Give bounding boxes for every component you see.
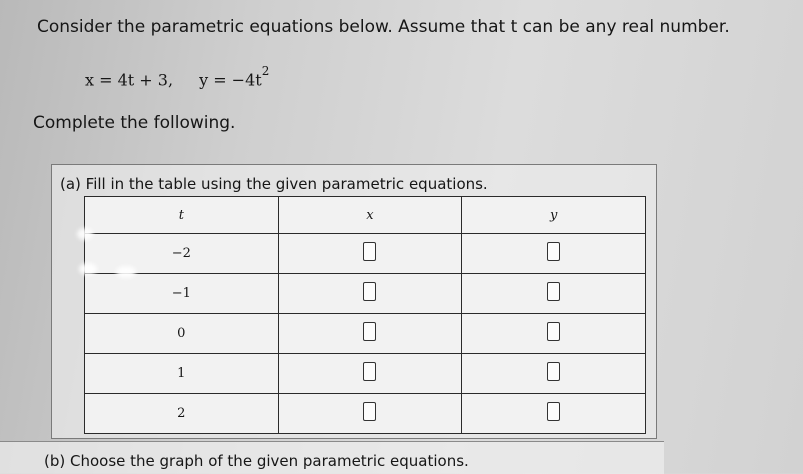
y-answer-input[interactable] <box>547 282 560 301</box>
y-cell <box>462 274 646 314</box>
header-y: y <box>462 197 646 234</box>
x-answer-input[interactable] <box>363 242 376 261</box>
y-answer-input[interactable] <box>547 242 560 261</box>
table-header-row <box>85 197 646 234</box>
x-answer-input[interactable] <box>363 282 376 301</box>
x-equation: x = 4t + 3, <box>85 70 174 90</box>
table-row <box>85 354 646 394</box>
table-row <box>85 274 646 314</box>
parametric-table <box>84 196 646 434</box>
x-cell <box>278 314 462 354</box>
x-cell <box>278 394 462 434</box>
t-value: 0 <box>85 314 279 354</box>
x-cell <box>278 234 462 274</box>
problem-prompt: Consider the parametric equations below. Assume that t can be any real number. <box>37 17 730 37</box>
x-cell <box>278 274 462 314</box>
part-a-label: (a) Fill in the table using the given parametric equations. <box>60 175 488 193</box>
instruction-text: Complete the following. <box>33 113 236 133</box>
parametric-equations <box>85 64 270 90</box>
t-value: −2 <box>85 234 279 274</box>
y-cell <box>462 314 646 354</box>
x-answer-input[interactable] <box>363 362 376 381</box>
y-answer-input[interactable] <box>547 322 560 341</box>
y-equation: y = −4t <box>199 70 262 90</box>
t-value: 1 <box>85 354 279 394</box>
table-row <box>85 394 646 434</box>
y-answer-input[interactable] <box>547 362 560 381</box>
t-value: 2 <box>85 394 279 434</box>
header-t: t <box>85 197 279 234</box>
y-cell <box>462 354 646 394</box>
y-cell <box>462 234 646 274</box>
x-cell <box>278 354 462 394</box>
y-answer-input[interactable] <box>547 402 560 421</box>
table-row <box>85 314 646 354</box>
x-answer-input[interactable] <box>363 402 376 421</box>
x-answer-input[interactable] <box>363 322 376 341</box>
y-exponent: 2 <box>261 64 270 78</box>
header-x: x <box>278 197 462 234</box>
part-b-label: (b) Choose the graph of the given parametric equations. <box>44 452 469 470</box>
table-row <box>85 234 646 274</box>
y-cell <box>462 394 646 434</box>
t-value: −1 <box>85 274 279 314</box>
